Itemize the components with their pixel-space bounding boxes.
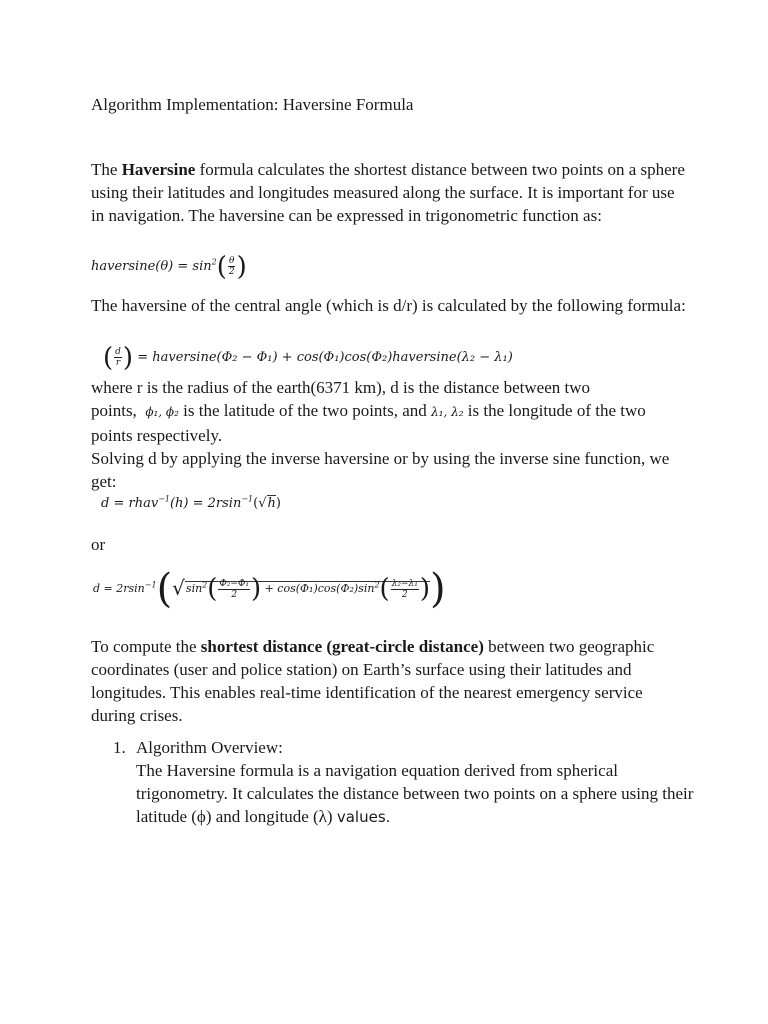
compute-rest: between two geographic coordinates (user and police station) on Earth’s surface using their latitudes and longitudes. This enables real-time identification of the nearest emergency service during crises. [91, 637, 655, 725]
eq4-open-paren: ( [156, 566, 173, 612]
list-item-number: 1. [113, 738, 126, 757]
eq4-f1-numerator: Φ₂−Φ₁ [219, 578, 249, 589]
intro-paragraph [91, 158, 691, 227]
eq2-denominator: r [115, 358, 121, 368]
eq4-f2-close: ) [419, 574, 431, 604]
eq1-numerator: θ [229, 256, 235, 266]
eq4-square-1: 2 [202, 580, 208, 590]
inverse-haversine-equation [101, 494, 281, 514]
intro-rest: formula calculates the shortest distance between two points on a sphere using their latitudes and longitudes measured along the surface. It is important for use in navigation. The haversine can be expressed in trigonometric function as: [91, 160, 685, 225]
phi-symbols: ϕ₁, ϕ₂ [145, 405, 179, 419]
list-item-body: The Haversine formula is a navigation equation derived from spherical trigonometry. It calculates the distance between two points on a sphere using their latitude (ϕ) and longitude (λ) [136, 761, 694, 826]
list-item-heading: Algorithm Overview: [136, 738, 283, 757]
where-line3: points respectively. [91, 426, 223, 445]
eq4-f2-open: ( [379, 574, 390, 604]
list-item-body-end: values. [336, 808, 391, 826]
eq2-numerator: d [115, 347, 121, 357]
eq4-f2-numerator: λ₂−λ₁ [391, 578, 418, 589]
solving-text: Solving d by applying the inverse haversine or by using the inverse sine function, we get: [91, 449, 670, 491]
eq4-fraction-2 [391, 579, 419, 600]
eq3-close: ) [275, 496, 281, 511]
haversine-definition-equation [91, 252, 247, 282]
eq1-fraction [228, 256, 236, 277]
eq1-lhs: haversine(θ) = sin [91, 259, 212, 274]
eq4-f2-denominator: 2 [401, 589, 408, 600]
eq2-rhs: = haversine(Φ₂ − Φ₁) + cos(Φ₁)cos(Φ₂)haversine(λ₂ − λ₁) [137, 350, 513, 365]
eq4-f1-close: ) [250, 574, 262, 604]
eq1-exponent: 2 [211, 257, 217, 267]
inverse-sine-equation [93, 566, 446, 612]
compute-bold-phrase: shortest distance (great-circle distance) [200, 637, 484, 656]
eq1-close-paren: ) [236, 252, 247, 282]
central-angle-paragraph: The haversine of the central angle (which is d/r) is calculated by the following formula: [91, 296, 686, 315]
lambda-symbols: λ₁, λ₂ [431, 405, 464, 419]
central-angle-equation [103, 343, 513, 373]
eq4-f1-open: ( [207, 574, 218, 604]
or-text: or [91, 535, 106, 554]
where-end: is the longitude of the two [463, 401, 646, 420]
eq4-sqrt-sign: √ [172, 576, 185, 600]
eq3-exponent-2: −1 [241, 494, 254, 504]
compute-paragraph [91, 635, 691, 727]
eq4-mid: + cos(Φ₁)cos(Φ₂)sin [264, 582, 375, 595]
eq2-close-paren: ) [122, 343, 134, 373]
eq1-denominator: 2 [228, 267, 235, 277]
eq4-close-paren: ) [430, 566, 446, 612]
eq4-fraction-1 [218, 579, 250, 600]
intro-lead: The [91, 160, 122, 179]
where-points-label: points, [91, 401, 137, 420]
eq3-lhs: d = rhav [101, 496, 159, 511]
eq4-lhs: d = 2rsin [93, 582, 145, 595]
eq4-exponent: −1 [144, 580, 157, 590]
eq3-mid: (h) = 2rsin [169, 496, 242, 511]
eq3-exponent-1: −1 [158, 494, 170, 504]
eq2-fraction [114, 347, 122, 368]
list-item [136, 736, 696, 829]
sqrt-sign: √ [258, 496, 267, 511]
eq4-f1-denominator: 2 [231, 589, 238, 600]
intro-bold-term: Haversine [121, 160, 196, 179]
eq4-square-2: 2 [374, 580, 380, 590]
page-title: Algorithm Implementation: Haversine Formula [91, 95, 414, 114]
where-paragraph [91, 376, 691, 493]
eq1-open-paren: ( [216, 252, 227, 282]
compute-lead: To compute the [91, 637, 201, 656]
eq2-open-paren: ( [103, 343, 114, 373]
eq4-radicand [185, 574, 431, 604]
eq4-sin1: sin [185, 582, 203, 595]
where-mid: is the latitude of the two points, and [178, 401, 432, 420]
eq3-radicand: h [267, 496, 276, 511]
eq3-open: ( [253, 496, 259, 511]
where-line1: where r is the radius of the earth(6371 km), d is the distance between two [91, 378, 590, 397]
